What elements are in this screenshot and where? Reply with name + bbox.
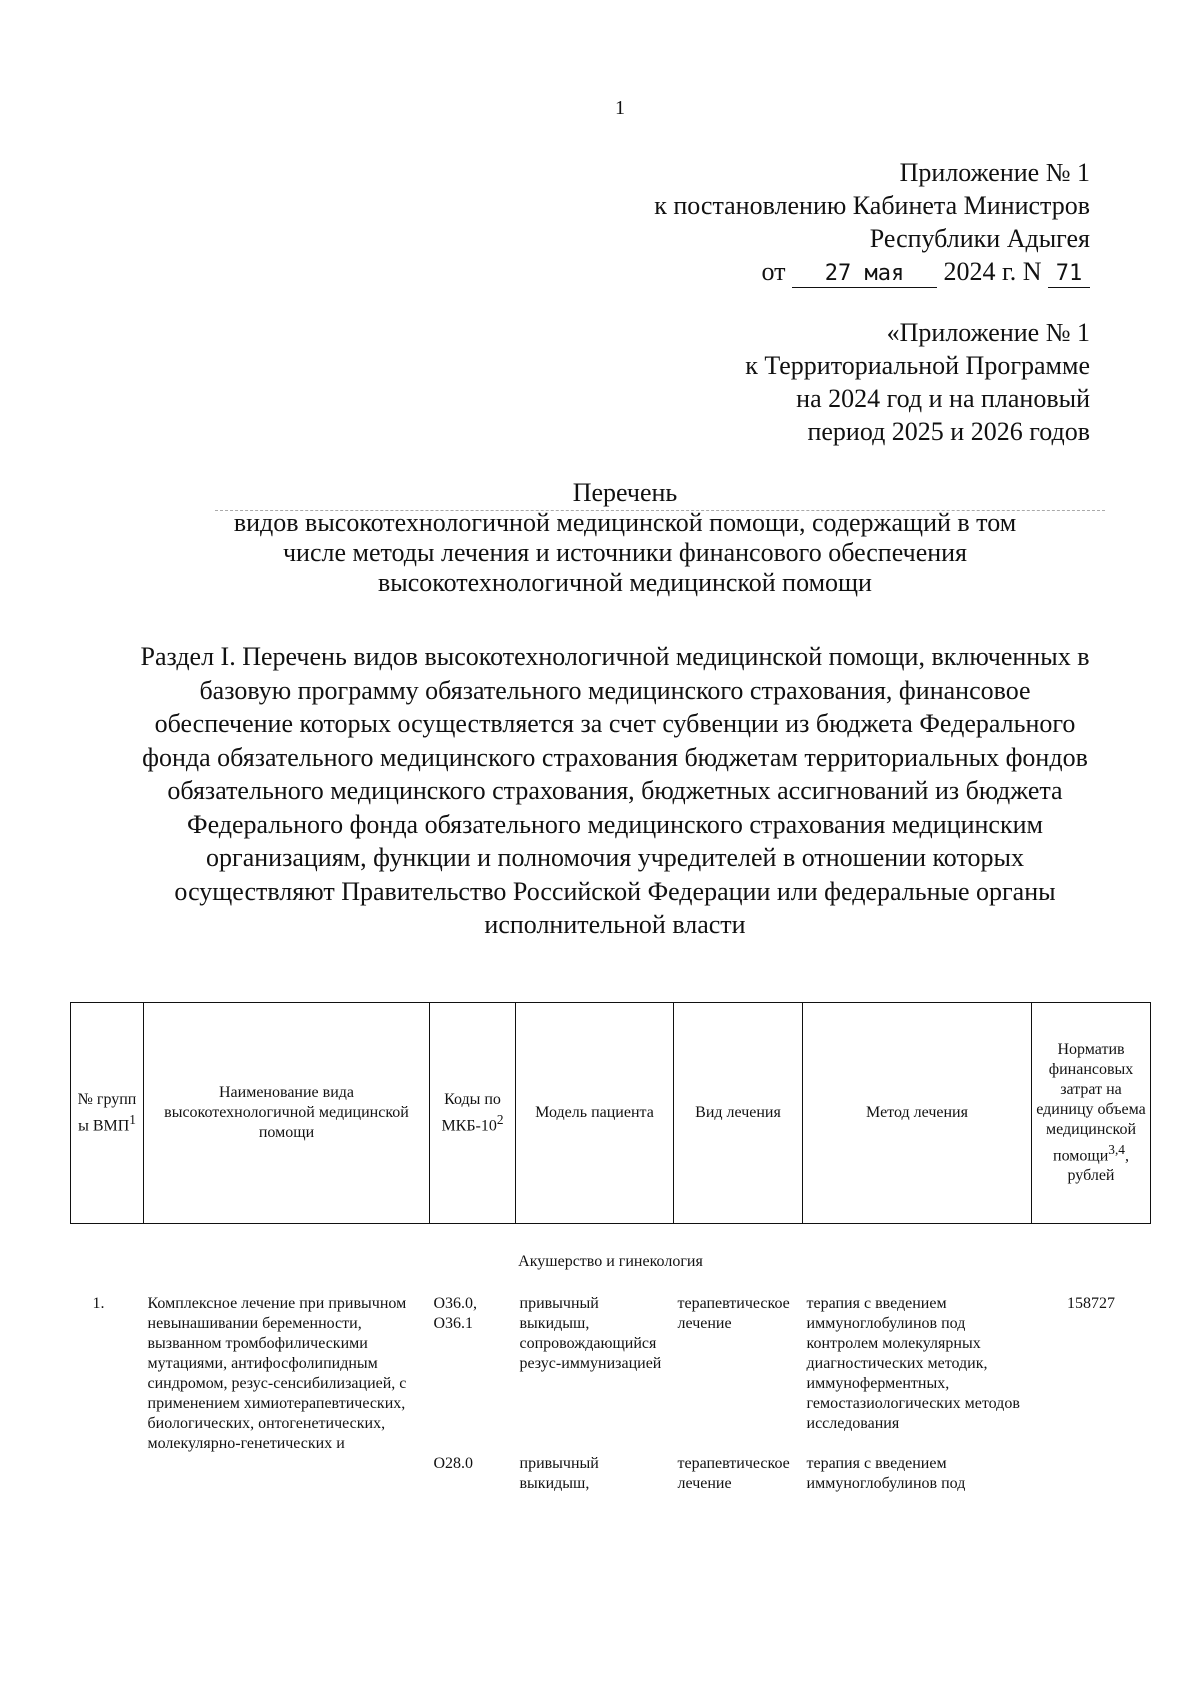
appendix-date-line (654, 255, 1090, 288)
cell-group (71, 1454, 144, 1494)
table-header-row (71, 1003, 1151, 1224)
specialty-row (71, 1224, 1151, 1295)
vmp-table (70, 1002, 1151, 1494)
program-line-4: период 2025 и 2026 годов (807, 417, 1090, 446)
cell-group: 1. (92, 1295, 105, 1312)
cell-method: терапия с введением иммуноглобулинов под контролем молекулярных диагностических методик, иммуноферментных, гемостазиологических методов исследования (806, 1295, 1020, 1432)
header-norm: Норматив финансовых затрат на единицу объема медицинской помощи$^{3,4}$, рублей (1032, 1003, 1151, 1224)
title-line-2: числе методы лечения и источники финансового обеспечения (282, 538, 968, 567)
cell-name: Комплексное лечение при привычном невынашивании беременности, вызванном тромбофилическими мутациями, антифосфолипидным синдромом, резус-сенсибилизацией, с применением химиотерапевтических, биологических, онтогенетических, молекулярно-генетических и (147, 1295, 407, 1452)
date-prefix: от (761, 257, 786, 286)
cell-codes: O28.0 (433, 1455, 474, 1472)
header-method: Метод лечения (803, 1003, 1032, 1224)
cell-treatment: терапевтическое лечение (677, 1295, 790, 1332)
cell-name (144, 1454, 430, 1494)
appendix-header (654, 156, 1090, 288)
date-value: 27 мая (792, 261, 937, 288)
table-row (71, 1454, 1151, 1494)
resolution-number: 71 (1048, 261, 1090, 288)
title-body (150, 508, 1100, 598)
program-line-2: к Территориальной Программе (745, 351, 1090, 380)
cell-model: привычный выкидыш, (519, 1455, 599, 1492)
cell-method: терапия с введением иммуноглобулинов под (806, 1455, 966, 1492)
title-line-1: видов высокотехнологичной медицинской помощи, содержащий в том (233, 508, 1017, 537)
header-model: Модель пациента (516, 1003, 674, 1224)
header-treatment: Вид лечения (674, 1003, 803, 1224)
page-number: 1 (615, 97, 625, 119)
cell-model: привычный выкидыш, сопровождающийся резус-иммунизацией (519, 1295, 662, 1372)
specialty-label: Акушерство и гинекология (518, 1253, 703, 1270)
appendix-line-3: Республики Адыгея (869, 224, 1090, 253)
table-row (71, 1294, 1151, 1454)
program-line-1: «Приложение № 1 (886, 318, 1090, 347)
cell-norm: 158727 (1067, 1295, 1115, 1312)
section-title: Раздел I. Перечень видов высокотехнологичной медицинской помощи, включенных в базовую программу обязательного медицинского страхования, финансовое обеспечение которых осуществляется за счет субвенции из бюджета Федерального фонда обязательного медицинского страхования бюджетам территориальных фондов обязательного медицинского страхования, бюджетных ассигнований из бюджета Федерального фонда обязательного медицинского страхования медицинским организациям, функции и полномочия учредителей в отношении которых осуществляют Правительство Российской Федерации или федеральные органы исполнительной власти (140, 642, 1090, 939)
cell-codes: O36.0, O36.1 (433, 1295, 478, 1332)
date-year: 2024 г. N (943, 257, 1042, 286)
title-heading-text: Перечень (572, 478, 678, 507)
header-group: № групп ы ВМП$^1$ (71, 1003, 144, 1224)
appendix-line-2: к постановлению Кабинета Министров (654, 191, 1090, 220)
program-header (745, 316, 1090, 448)
title-line-3: высокотехнологичной медицинской помощи (378, 568, 872, 597)
header-name: Наименование вида высокотехнологичной медицинской помощи (144, 1003, 430, 1224)
cell-norm (1032, 1454, 1151, 1494)
appendix-line-1: Приложение № 1 (899, 158, 1090, 187)
header-codes: Коды по МКБ-$10^2$ (430, 1003, 516, 1224)
cell-treatment: терапевтическое лечение (677, 1455, 790, 1492)
title-heading (150, 478, 1100, 508)
program-line-3: на 2024 год и на плановый (796, 384, 1090, 413)
